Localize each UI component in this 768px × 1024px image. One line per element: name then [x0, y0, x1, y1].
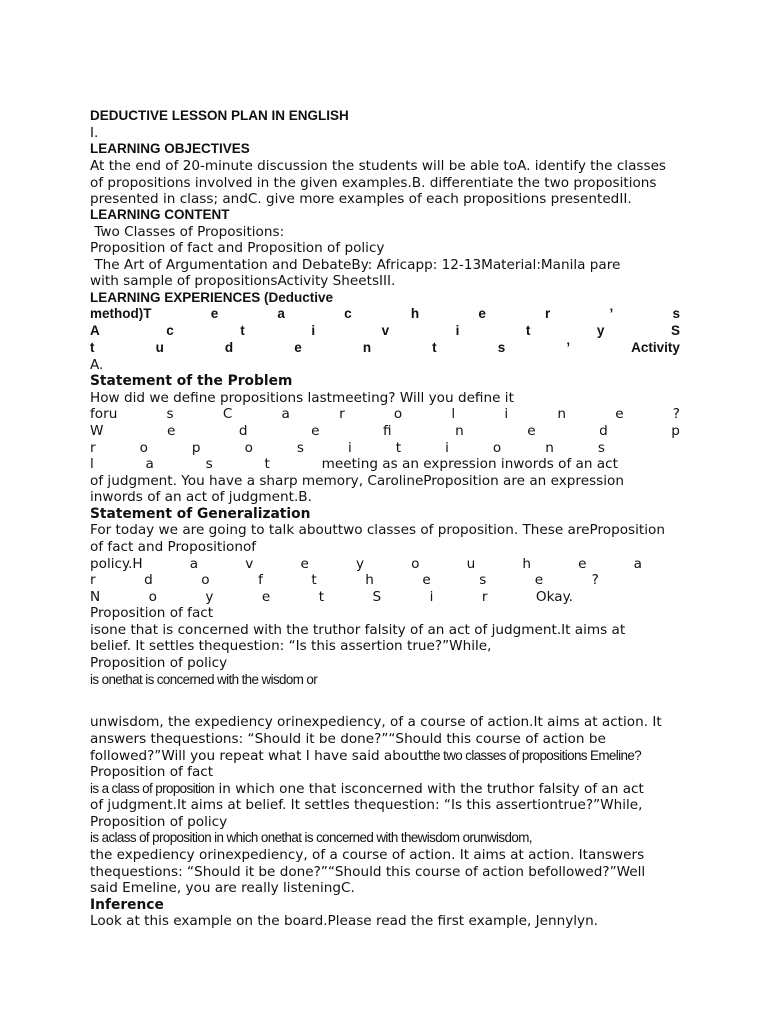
- spaced-fragment: d: [224, 340, 234, 355]
- inference-heading: Inference: [90, 897, 164, 913]
- followed-line: [90, 748, 680, 764]
- spaced-fragment: v: [245, 556, 254, 572]
- spaced-fragment: t: [240, 323, 245, 338]
- generalization-line: of fact and Propositionof: [90, 539, 257, 555]
- spaced-line: [90, 456, 618, 472]
- objectives-line: presented in class; andC. give more examples of each propositions presentedII.: [90, 191, 632, 207]
- spaced-fragment: p: [191, 440, 201, 456]
- content-line: The Art of Argumentation and DebateBy: Africapp: 12-13Material:Manila pare: [90, 257, 621, 273]
- spaced-fragment: v: [381, 323, 390, 338]
- spaced-fragment: e: [578, 556, 587, 572]
- spaced-fragment: e: [534, 572, 544, 588]
- spaced-fragment: u: [466, 556, 476, 572]
- spaced-fragment: r: [545, 306, 551, 321]
- spaced-fragment: y: [355, 556, 364, 572]
- spaced-fragment: n: [557, 406, 566, 422]
- spaced-fragment: n: [362, 340, 372, 355]
- fact-line-end: in which one that isconcerned with the truthor falsity of an act: [214, 781, 644, 797]
- fact-label: Proposition of fact: [90, 764, 214, 780]
- spaced-fragment: d: [599, 423, 608, 439]
- objectives-heading: LEARNING OBJECTIVES: [90, 141, 250, 156]
- content-line: Proposition of fact and Proposition of policy: [90, 240, 385, 256]
- spaced-fragment: t: [525, 323, 531, 338]
- spaced-fragment: p: [671, 423, 680, 439]
- followed-start: followed?”Will you repeat what I have said about: [90, 748, 424, 764]
- problem-line: How did we define propositions lastmeeting? Will you define it: [90, 390, 514, 406]
- spaced-line: [90, 556, 642, 572]
- spaced-fragment: t: [432, 340, 437, 355]
- spaced-fragment: meeting as an expression inwords of an act: [321, 456, 618, 472]
- generalization-heading: Statement of Generalization: [90, 506, 311, 522]
- spaced-fragment: h: [522, 556, 531, 572]
- spaced-fragment: h: [410, 306, 420, 321]
- spaced-fragment: e: [300, 556, 309, 572]
- spaced-fragment: S: [670, 323, 680, 338]
- spaced-fragment: e: [261, 589, 271, 605]
- section-letter: A.: [90, 357, 104, 373]
- fact-line: of judgment.It aims at belief. It settles thequestion: “Is this assertiontrue?”While,: [90, 797, 643, 813]
- fact-line: isone that is concerned with the truthor falsity of an act of judgment.It aims at: [90, 622, 626, 638]
- spaced-fragment: foru: [90, 406, 118, 422]
- spaced-fragment: d: [144, 572, 153, 588]
- spaced-fragment: s: [205, 456, 213, 472]
- spaced-fragment: A: [90, 323, 100, 338]
- spaced-fragment: ?: [591, 572, 599, 588]
- spaced-fragment: e: [422, 572, 431, 588]
- policy-line: thequestions: “Should it be done?”“Should this course of action befollowed?”Well: [90, 864, 646, 880]
- spaced-fragment: t: [395, 440, 402, 456]
- spaced-fragment: i: [347, 440, 352, 456]
- spaced-fragment: f: [258, 572, 263, 588]
- spaced-fragment: a: [189, 556, 199, 572]
- spaced-fragment: e: [294, 340, 302, 355]
- spaced-fragment: o: [148, 589, 157, 605]
- policy-line: is aclass of proposition in which onethat is concerned with thewisdom orunwisdom,: [90, 830, 532, 845]
- spaced-fragment: o: [492, 440, 502, 456]
- spaced-fragment: N: [90, 589, 101, 605]
- section-numeral: I.: [90, 125, 99, 141]
- spaced-fragment: e: [166, 423, 176, 439]
- spaced-line: [90, 423, 680, 439]
- spaced-fragment: t: [264, 456, 270, 472]
- spaced-fragment: t: [90, 340, 95, 355]
- spaced-line: [90, 323, 680, 339]
- spaced-fragment: n: [455, 423, 464, 439]
- continued-line: answers thequestions: “Should it be done?”“Should this course of action be: [90, 731, 606, 747]
- spaced-fragment: Activity: [631, 340, 680, 355]
- spaced-fragment: i: [455, 323, 460, 338]
- spaced-fragment: e: [478, 306, 486, 321]
- spaced-fragment: l: [451, 406, 456, 422]
- spaced-fragment: o: [201, 572, 210, 588]
- content-line: Two Classes of Propositions:: [90, 224, 285, 240]
- spaced-fragment: S: [372, 589, 382, 605]
- policy-line: the expediency orinexpediency, of a course of action. It aims at action. Itanswers: [90, 847, 645, 863]
- spaced-fragment: h: [365, 572, 374, 588]
- spaced-fragment: i: [429, 589, 434, 605]
- spaced-fragment: t: [318, 589, 325, 605]
- spaced-fragment: o: [244, 440, 253, 456]
- spaced-fragment: ’: [609, 306, 614, 321]
- spaced-fragment: Okay.: [535, 589, 573, 605]
- spaced-fragment: o: [411, 556, 420, 572]
- spaced-fragment: i: [445, 440, 449, 456]
- spaced-fragment: a: [633, 556, 642, 572]
- spaced-fragment: ’: [566, 340, 571, 355]
- spaced-fragment: u: [155, 340, 164, 355]
- spaced-line: [90, 406, 680, 422]
- spaced-line: [90, 572, 599, 588]
- spaced-fragment: s: [166, 406, 174, 422]
- spaced-fragment: e: [527, 423, 536, 439]
- spaced-fragment: d: [238, 423, 248, 439]
- content-heading: LEARNING CONTENT: [90, 207, 230, 222]
- spaced-fragment: e: [615, 406, 624, 422]
- spaced-fragment: y: [596, 323, 605, 338]
- spaced-fragment: e: [210, 306, 219, 321]
- spaced-fragment: r: [90, 440, 96, 456]
- spaced-fragment: t: [311, 572, 317, 588]
- problem-line: of judgment. You have a sharp memory, CarolineProposition are an expression: [90, 473, 624, 489]
- spaced-fragment: s: [296, 440, 304, 456]
- followed-end: the two classes of propositions Emeline?: [423, 748, 642, 763]
- fact-line: [90, 781, 680, 797]
- spaced-fragment: method)T: [90, 306, 152, 321]
- spaced-fragment: l: [90, 456, 94, 472]
- problem-heading: Statement of the Problem: [90, 373, 293, 389]
- document-title: DEDUCTIVE LESSON PLAN IN ENGLISH: [90, 108, 349, 123]
- fact-line: belief. It settles thequestion: “Is this assertion true?”While,: [90, 638, 492, 654]
- spaced-line: [90, 306, 680, 322]
- spaced-fragment: r: [90, 572, 96, 588]
- spaced-fragment: o: [393, 406, 403, 422]
- spaced-fragment: e: [311, 423, 320, 439]
- spaced-fragment: c: [166, 323, 174, 338]
- spaced-fragment: c: [344, 306, 352, 321]
- objectives-line: At the end of 20-minute discussion the students will be able toA. identify the classes: [90, 158, 667, 174]
- spaced-fragment: policy.H: [90, 556, 143, 572]
- generalization-line: For today we are going to talk abouttwo classes of proposition. These areProposition: [90, 522, 665, 538]
- spaced-line: [90, 440, 605, 456]
- spaced-fragment: s: [497, 340, 506, 355]
- spaced-fragment: ?: [672, 406, 680, 422]
- spaced-fragment: s: [479, 572, 487, 588]
- fact-label: Proposition of fact: [90, 605, 214, 621]
- spaced-fragment: C: [222, 406, 233, 422]
- spaced-fragment: W: [90, 423, 104, 439]
- spaced-fragment: s: [597, 440, 605, 456]
- problem-line: inwords of an act of judgment.B.: [90, 489, 312, 505]
- content-line: with sample of propositionsActivity SheetsIII.: [90, 273, 396, 289]
- spaced-fragment: r: [481, 589, 488, 605]
- spaced-fragment: o: [139, 440, 148, 456]
- inference-line: Look at this example on the board.Please read the first example, Jennylyn.: [90, 913, 598, 929]
- spaced-fragment: y: [205, 589, 214, 605]
- spaced-fragment: a: [145, 456, 154, 472]
- spaced-fragment: fi: [382, 423, 392, 439]
- continued-line: unwisdom, the expediency orinexpediency, of a course of action.It aims at action. It: [90, 714, 662, 730]
- policy-label: Proposition of policy: [90, 655, 228, 671]
- objectives-line: of propositions involved in the given examples.B. differentiate the two propositions: [90, 175, 657, 191]
- spaced-fragment: a: [277, 306, 285, 321]
- policy-line: is onethat is concerned with the wisdom or: [90, 672, 318, 687]
- spaced-fragment: i: [311, 323, 316, 338]
- experiences-heading: LEARNING EXPERIENCES (Deductive: [90, 290, 334, 305]
- spaced-fragment: n: [545, 440, 554, 456]
- fact-line-start: is a class of proposition: [90, 781, 215, 796]
- spaced-fragment: a: [281, 406, 290, 422]
- policy-line: said Emeline, you are really listeningC.: [90, 880, 355, 896]
- spaced-line: [90, 589, 573, 605]
- spaced-fragment: i: [504, 406, 509, 422]
- policy-label: Proposition of policy: [90, 814, 228, 830]
- spaced-fragment: s: [672, 306, 680, 321]
- spaced-fragment: r: [339, 406, 345, 422]
- spaced-line: [90, 340, 680, 356]
